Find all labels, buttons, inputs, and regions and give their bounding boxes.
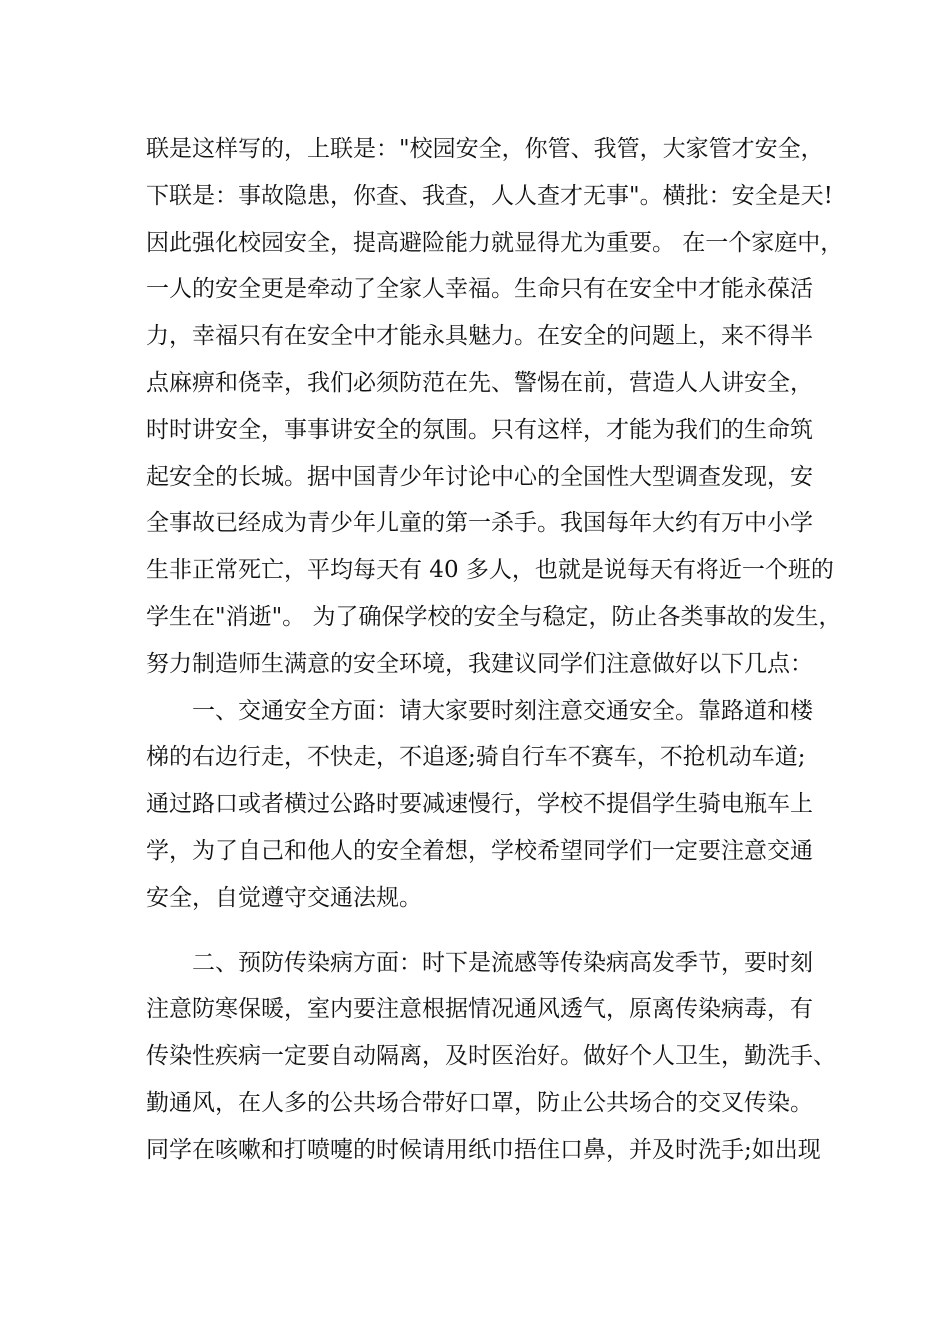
text-line: 注意防寒保暖，室内要注意根据情况通风透气，原离传染病毒，有 [146,996,813,1023]
text-line: 力，幸福只有在安全中才能永具魅力。在安全的问题上，来不得半 [146,323,813,350]
text-line: 安全，自觉遵守交通法规。 [146,884,422,911]
text-line: 学，为了自己和他人的安全着想，学校希望同学们一定要注意交通 [146,837,813,864]
text-line: 传染性疾病一定要自动隔离，及时医治好。做好个人卫生，勤洗手、 [146,1043,836,1070]
text-line: 梯的右边行走，不快走，不追逐;骑自行车不赛车，不抢机动车道; [146,744,806,771]
paragraph-gap [146,922,836,940]
document-body [146,126,844,1174]
text-line: 学生在"消逝"。 为了确保学校的安全与稳定，防止各类事故的发生， [146,603,842,630]
text-line: 生非正常死亡，平均每天有 40 多人，也就是说每天有将近一个班的 [146,557,834,584]
text-line: 同学在咳嗽和打喷嚏的时候请用纸巾捂住口鼻，并及时洗手;如出现 [146,1136,821,1163]
text-line: 全事故已经成为青少年儿童的第一杀手。我国每年大约有万中小学 [146,510,813,537]
text-line: 起安全的长城。据中国青少年讨论中心的全国性大型调查发现，安 [146,463,813,490]
text-line: 因此强化校园安全，提高避险能力就显得尤为重要。 在一个家庭中， [146,229,844,256]
text-line: 点麻痹和侥幸，我们必须防范在先、警惕在前，营造人人讲安全， [146,369,813,396]
paragraph-heading-disease: 二、预防传染病方面：时下是流感等传染病高发季节，要时刻 [192,949,813,976]
text-line: 通过路口或者横过公路时要减速慢行，学校不提倡学生骑电瓶车上 [146,791,813,818]
text-line: 一人的安全更是牵动了全家人幸福。生命只有在安全中才能永葆活 [146,276,813,303]
text-line: 努力制造师生满意的安全环境，我建议同学们注意做好以下几点： [146,650,813,677]
text-line: 时时讲安全，事事讲安全的氛围。只有这样，才能为我们的生命筑 [146,416,813,443]
text-line: 勤通风，在人多的公共场合带好口罩，防止公共场合的交叉传染。 [146,1089,813,1116]
paragraph-heading-traffic: 一、交通安全方面：请大家要时刻注意交通安全。靠路道和楼 [192,697,813,724]
text-line: 联是这样写的，上联是："校园安全，你管、我管，大家管才安全， [146,136,824,162]
text-line: 下联是：事故隐患，你查、我查，人人查才无事"。横批：安全是天! [146,182,833,209]
